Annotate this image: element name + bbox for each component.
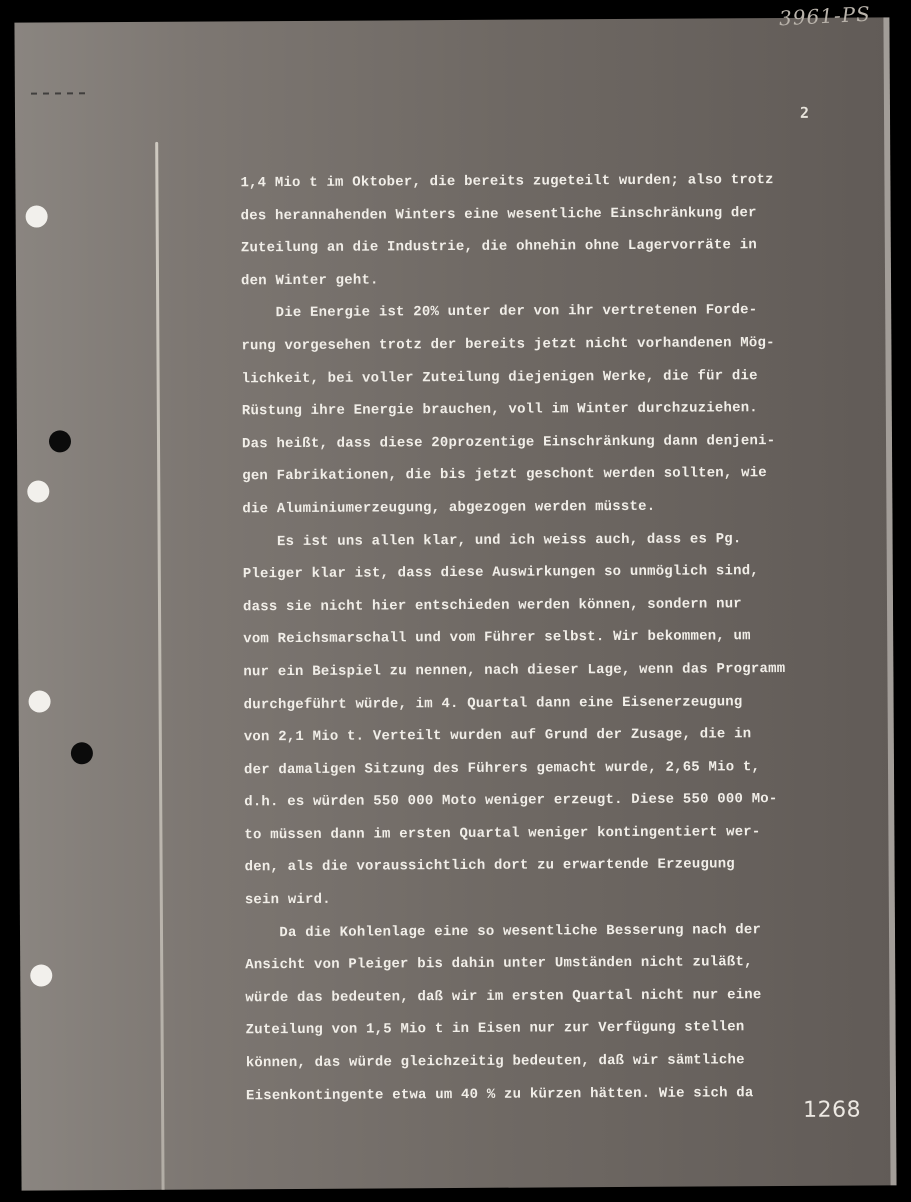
text-line: Zuteilung von 1,5 Mio t in Eisen nur zur Verfügung stellen bbox=[245, 1019, 745, 1039]
text-line: würde das bedeuten, daß wir im ersten Quartal nicht nur eine bbox=[245, 986, 762, 1007]
text-line: to müssen dann im ersten Quartal weniger kontingentiert wer- bbox=[244, 824, 761, 844]
text-line: Es ist uns allen klar, und ich weiss auch, dass es Pg. bbox=[242, 530, 742, 550]
pencil-dash-mark bbox=[31, 92, 91, 94]
text-line: des herannahenden Winters eine wesentliche Einschränkung der bbox=[240, 204, 757, 224]
text-line: vom Reichsmarschall und vom Führer selbst. Wir bekommen, um bbox=[243, 628, 751, 648]
text-line: gen Fabrikationen, die bis jetzt geschont werden sollten, wie bbox=[242, 465, 767, 485]
punch-hole bbox=[49, 430, 71, 452]
punch-hole bbox=[30, 964, 52, 986]
text-line: die Aluminiumerzeugung, abgezogen werden müsste. bbox=[242, 498, 656, 518]
page-number: 2 bbox=[799, 103, 810, 122]
text-line: rung vorgesehen trotz der bereits jetzt nicht vorhandenen Mög- bbox=[241, 335, 775, 355]
punch-hole bbox=[26, 205, 48, 227]
text-line: sein wird. bbox=[244, 891, 331, 909]
text-line: Ansicht von Pleiger bis dahin unter Umständen nicht zuläßt, bbox=[245, 954, 753, 974]
text-line: Da die Kohlenlage eine so wesentliche Besserung nach der bbox=[244, 921, 762, 941]
text-line: der damaligen Sitzung des Führers gemacht wurde, 2,65 Mio t, bbox=[243, 758, 761, 778]
text-line: von 2,1 Mio t. Verteilt wurden auf Grund der Zusage, die in bbox=[243, 726, 752, 746]
folio-number: 1268 bbox=[803, 1097, 862, 1123]
fold-crease bbox=[155, 142, 164, 1191]
page-edge bbox=[883, 17, 896, 1185]
punch-hole bbox=[27, 480, 49, 502]
archive-mark: 3961-PS bbox=[778, 1, 872, 31]
text-line: d.h. es würden 550 000 Moto weniger erzeugt. Diese 550 000 Mo- bbox=[244, 791, 778, 811]
text-line: Zuteilung an die Industrie, die ohnehin ohne Lagervorräte in bbox=[240, 237, 757, 257]
text-line: können, das würde gleichzeitig bedeuten, daß wir sämtliche bbox=[245, 1052, 745, 1072]
text-line: lichkeit, bei voller Zuteilung diejenigen Werke, die für die bbox=[241, 367, 758, 387]
text-line: Das heißt, dass diese 20prozentige Einschränkung dann denjeni- bbox=[241, 432, 776, 453]
text-line: den Winter geht. bbox=[240, 272, 379, 290]
text-line: 1,4 Mio t im Oktober, die bereits zugeteilt wurden; also trotz bbox=[240, 172, 774, 192]
text-line: Eisenkontingente etwa um 40 % zu kürzen hätten. Wie sich da bbox=[245, 1084, 754, 1104]
body-text bbox=[240, 163, 871, 1112]
text-line: nur ein Beispiel zu nennen, nach dieser Lage, wenn das Programm bbox=[243, 660, 786, 681]
document-page bbox=[14, 17, 896, 1190]
text-line: den, als die voraussichtlich dort zu erwartende Erzeugung bbox=[244, 856, 735, 876]
text-line: Die Energie ist 20% unter der von ihr vertretenen Forde- bbox=[241, 302, 758, 322]
punch-hole bbox=[29, 690, 51, 712]
text-line: durchgeführt würde, im 4. Quartal dann eine Eisenerzeugung bbox=[243, 693, 743, 713]
text-line: dass sie nicht hier entschieden werden können, sondern nur bbox=[242, 595, 742, 616]
text-line: Rüstung ihre Energie brauchen, voll im Winter durchzuziehen. bbox=[241, 400, 758, 420]
punch-hole bbox=[71, 742, 93, 764]
text-line: Pleiger klar ist, dass diese Auswirkungen so unmöglich sind, bbox=[242, 563, 759, 583]
